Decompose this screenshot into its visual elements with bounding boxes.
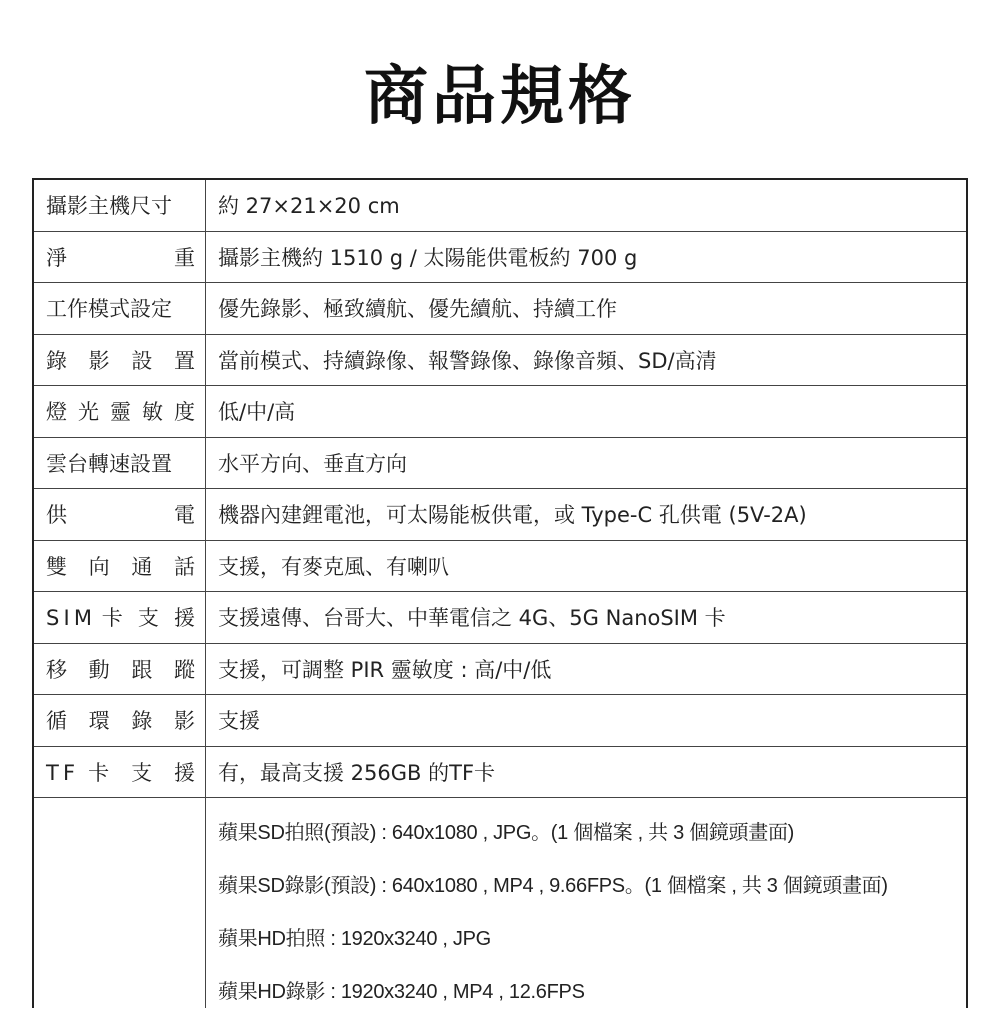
spec-row-weight bbox=[34, 232, 966, 284]
resolution-list bbox=[206, 798, 966, 1008]
resolution-line: 蘋果HD錄影 : 1920x3240 , MP4 , 12.6FPS bbox=[218, 981, 585, 1003]
spec-table bbox=[32, 178, 968, 1008]
spec-value: 當前模式、持續錄像、報警錄像、錄像音頻、SD/高清 bbox=[218, 348, 717, 373]
spec-label: 移 動 跟 蹤 bbox=[46, 657, 195, 682]
spec-row-gimbal-speed bbox=[34, 438, 966, 490]
spec-label: T F 卡 支 援 bbox=[46, 760, 195, 785]
spec-value: 支援 bbox=[218, 709, 260, 734]
spec-value: 攝影主機約 1510 g / 太陽能供電板約 700 g bbox=[218, 245, 638, 270]
spec-label: 錄 影 設 置 bbox=[46, 348, 195, 373]
spec-value: 有，最高支援 256GB 的TF卡 bbox=[218, 760, 496, 785]
spec-row-light-sensitivity bbox=[34, 386, 966, 438]
spec-label: 供 電 bbox=[46, 503, 195, 528]
spec-value: 約 27×21×20 cm bbox=[218, 194, 400, 219]
spec-label: 燈 光 靈 敏 度 bbox=[46, 400, 195, 425]
spec-row-resolution bbox=[34, 798, 966, 1008]
resolution-line: 蘋果SD拍照(預設) : 640x1080 , JPG。(1 個檔案 , 共 3 個鏡頭畫面) bbox=[218, 822, 795, 844]
spec-value: 優先錄影、極致續航、優先續航、持續工作 bbox=[218, 297, 617, 322]
resolution-line: 蘋果HD拍照 : 1920x3240 , JPG bbox=[218, 928, 491, 950]
spec-row-motion-tracking bbox=[34, 644, 966, 696]
spec-value: 機器內建鋰電池，可太陽能板供電，或 Type-C 孔供電 (5V-2A) bbox=[218, 503, 807, 528]
spec-row-power bbox=[34, 489, 966, 541]
spec-value: 支援，可調整 PIR 靈敏度 : 高/中/低 bbox=[218, 657, 552, 682]
spec-label: 攝影主機尺寸 bbox=[46, 194, 172, 219]
spec-value: 低/中/高 bbox=[218, 400, 296, 425]
spec-value: 支援，有麥克風、有喇叭 bbox=[218, 554, 449, 579]
resolution-line: 蘋果SD錄影(預設) : 640x1080 , MP4 , 9.66FPS。(1 個檔案 , 共 3 個鏡頭畫面) bbox=[218, 875, 888, 897]
spec-row-size bbox=[34, 180, 966, 232]
spec-row-recording-settings bbox=[34, 335, 966, 387]
spec-row-tf-card bbox=[34, 747, 966, 799]
spec-label: 雙 向 通 話 bbox=[46, 554, 195, 579]
spec-row-work-mode bbox=[34, 283, 966, 335]
spec-label: 工作模式設定 bbox=[46, 297, 172, 322]
spec-row-two-way-talk bbox=[34, 541, 966, 593]
spec-value: 水平方向、垂直方向 bbox=[218, 451, 407, 476]
spec-label: 循 環 錄 影 bbox=[46, 709, 195, 734]
spec-value: 支援遠傳、台哥大、中華電信之 4G、5G NanoSIM 卡 bbox=[218, 606, 726, 631]
page-title: 商品規格 bbox=[364, 60, 636, 134]
spec-row-sim-support bbox=[34, 592, 966, 644]
spec-label: 雲台轉速設置 bbox=[46, 451, 172, 476]
spec-label: S I M 卡 支 援 bbox=[46, 606, 195, 631]
spec-label: 淨 重 bbox=[46, 245, 195, 270]
spec-row-loop-recording bbox=[34, 695, 966, 747]
